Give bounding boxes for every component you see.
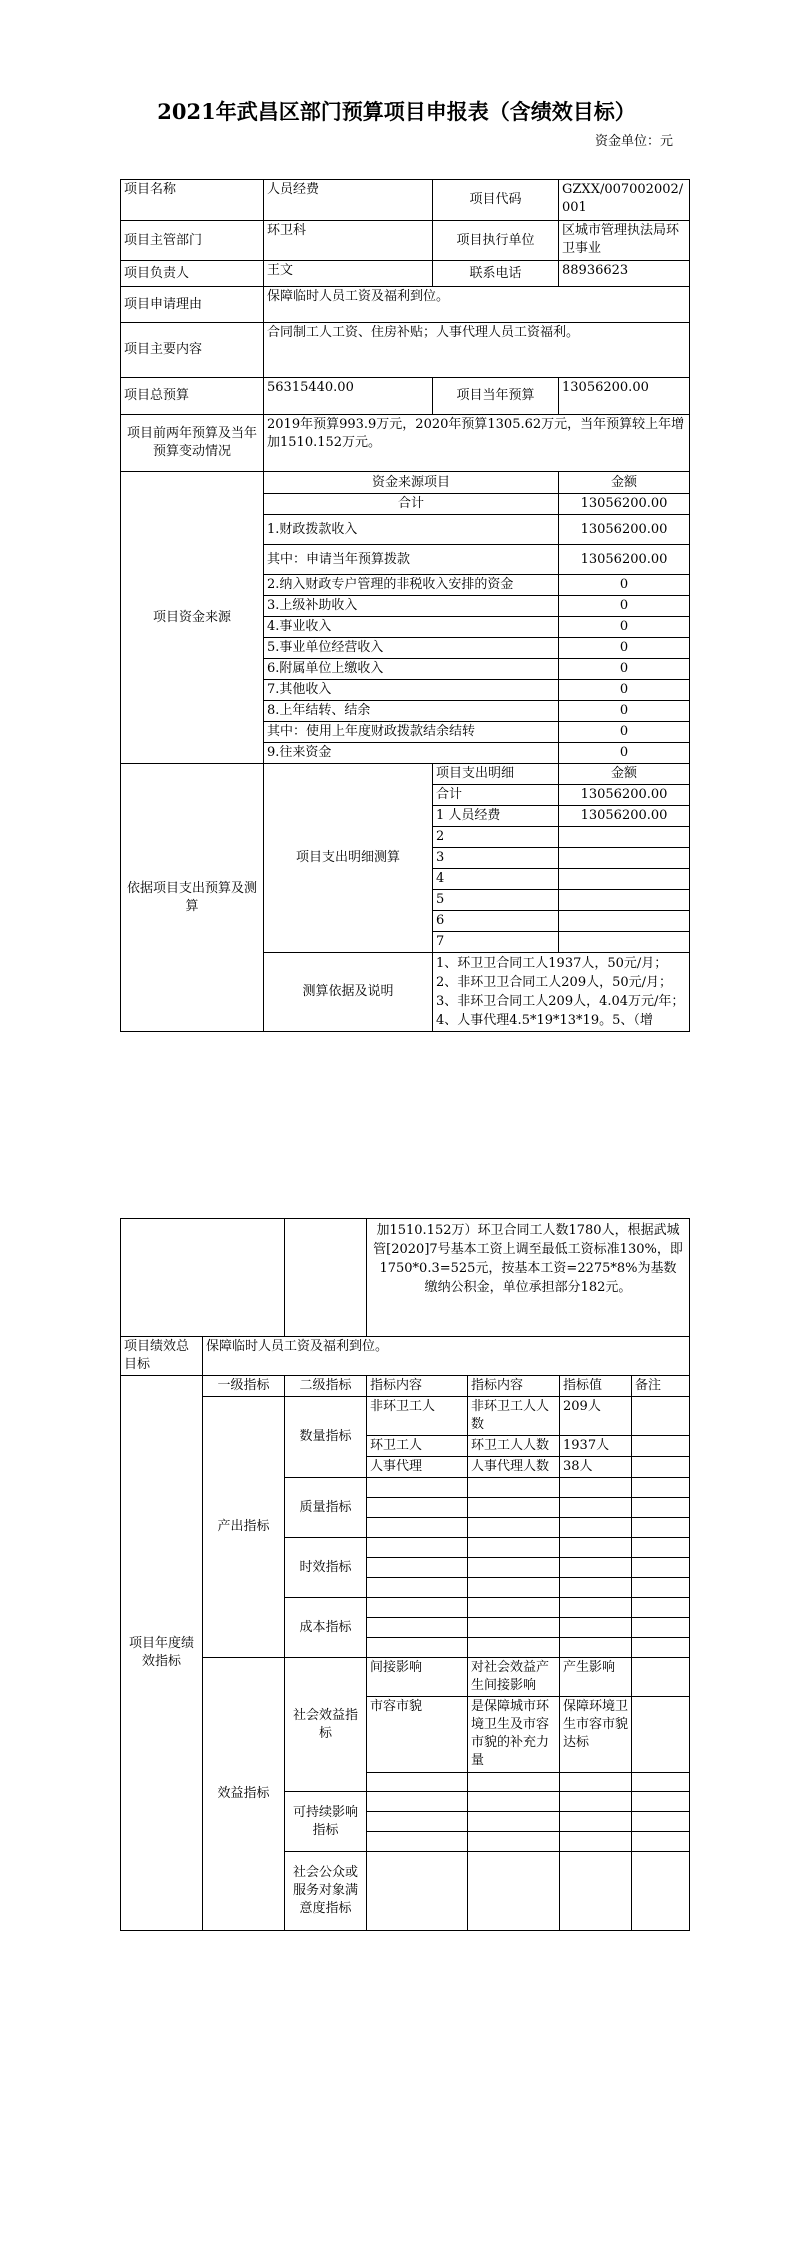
cell [632, 1558, 690, 1578]
cell [367, 1832, 468, 1852]
social-content: 对社会效益产生间接影响 [468, 1658, 560, 1697]
history-label: 项目前两年预算及当年预算变动情况 [121, 415, 264, 472]
funding-amount: 13056200.00 [559, 545, 690, 575]
expense-col-item: 项目支出明细 [433, 764, 559, 785]
quantity-note [632, 1397, 690, 1436]
social-note [632, 1697, 690, 1773]
basis-text: 1、环卫卫合同工人1937人，50元/月；2、非环卫卫合同工人209人，50元/月；3、非环卫合同工人209人，4.04万元/年；4、人事代理4.5*19*13*19。5、（增 [433, 953, 690, 1032]
cell [560, 1812, 632, 1832]
expense-amount: 13056200.00 [559, 806, 690, 827]
cell [468, 1852, 560, 1931]
cell [367, 1558, 468, 1578]
header-content2: 指标内容 [468, 1376, 560, 1397]
quantity-content: 人事代理 [367, 1457, 468, 1478]
cell [560, 1518, 632, 1538]
cell [560, 1478, 632, 1498]
quantity-value: 1937人 [560, 1436, 632, 1457]
basis-label: 测算依据及说明 [264, 953, 433, 1032]
social-label: 社会效益指标 [285, 1658, 367, 1792]
expense-amount [559, 911, 690, 932]
funding-col-amount: 金额 [559, 472, 690, 494]
cell [367, 1792, 468, 1812]
funding-amount: 0 [559, 701, 690, 722]
overall-label: 项目绩效总目标 [121, 1337, 203, 1376]
continued-blank-1 [121, 1219, 285, 1337]
quantity-note [632, 1457, 690, 1478]
sustain-label: 可持续影响指标 [285, 1792, 367, 1852]
cell [468, 1538, 560, 1558]
cell [560, 1558, 632, 1578]
cell [560, 1578, 632, 1598]
funding-item: 2.纳入财政专户管理的非税收入安排的资金 [264, 575, 559, 596]
quantity-content: 环卫工人 [367, 1436, 468, 1457]
phone-label: 联系电话 [433, 261, 559, 287]
cell [468, 1558, 560, 1578]
header-level2: 二级指标 [285, 1376, 367, 1397]
project-code: GZXX/007002002/001 [559, 180, 690, 221]
funding-amount: 0 [559, 638, 690, 659]
social-value: 保障环境卫生市容市貌达标 [560, 1697, 632, 1773]
annual-label: 项目年度绩效指标 [121, 1376, 203, 1931]
expense-amount [559, 827, 690, 848]
expense-amount [559, 890, 690, 911]
cell [632, 1578, 690, 1598]
output-label: 产出指标 [203, 1397, 285, 1658]
cell [367, 1638, 468, 1658]
quantity-content: 人事代理人数 [468, 1457, 560, 1478]
cell [632, 1498, 690, 1518]
overall-goal: 保障临时人员工资及福利到位。 [203, 1337, 690, 1376]
cell [632, 1852, 690, 1931]
cell [468, 1498, 560, 1518]
cell [468, 1518, 560, 1538]
project-code-label: 项目代码 [433, 180, 559, 221]
cell [560, 1638, 632, 1658]
expense-amount [559, 848, 690, 869]
content-label: 项目主要内容 [121, 323, 264, 378]
expense-amount [559, 869, 690, 890]
cell [367, 1578, 468, 1598]
header-content1: 指标内容 [367, 1376, 468, 1397]
cell [468, 1792, 560, 1812]
supervisor: 环卫科 [264, 221, 433, 261]
cell [560, 1773, 632, 1792]
cell [632, 1773, 690, 1792]
expense-item: 4 [433, 869, 559, 890]
funding-amount: 0 [559, 575, 690, 596]
cell [560, 1852, 632, 1931]
funding-item: 5.事业单位经营收入 [264, 638, 559, 659]
header-level1: 一级指标 [203, 1376, 285, 1397]
funding-section-label: 项目资金来源 [121, 472, 264, 764]
cell [632, 1812, 690, 1832]
application-table [120, 179, 690, 1032]
funding-item: 1.财政拨款收入 [264, 515, 559, 545]
cell [468, 1638, 560, 1658]
cell [468, 1478, 560, 1498]
performance-table [120, 1218, 690, 1931]
social-note [632, 1658, 690, 1697]
social-content: 间接影响 [367, 1658, 468, 1697]
effect-label: 效益指标 [203, 1658, 285, 1931]
funding-amount: 0 [559, 743, 690, 764]
cell [367, 1518, 468, 1538]
expense-section-label: 依据项目支出预算及测算 [121, 764, 264, 1032]
social-value: 产生影响 [560, 1658, 632, 1697]
funding-amount: 13056200.00 [559, 494, 690, 515]
timeliness-label: 时效指标 [285, 1538, 367, 1598]
cell [367, 1618, 468, 1638]
cell [468, 1618, 560, 1638]
quantity-content: 环卫工人人数 [468, 1436, 560, 1457]
cell [468, 1773, 560, 1792]
content: 合同制工人工资、住房补贴；人事代理人员工资福利。 [264, 323, 690, 378]
cell [560, 1618, 632, 1638]
cell [468, 1832, 560, 1852]
funding-item: 6.附属单位上缴收入 [264, 659, 559, 680]
expense-col-amount: 金额 [559, 764, 690, 785]
funding-amount: 0 [559, 722, 690, 743]
expense-amount [559, 932, 690, 953]
funding-item: 9.往来资金 [264, 743, 559, 764]
cell [632, 1518, 690, 1538]
header-note: 备注 [632, 1376, 690, 1397]
quantity-note [632, 1436, 690, 1457]
cell [468, 1812, 560, 1832]
exec-unit: 区城市管理执法局环卫事业 [559, 221, 690, 261]
total-label: 项目总预算 [121, 378, 264, 415]
cell [560, 1598, 632, 1618]
supervisor-label: 项目主管部门 [121, 221, 264, 261]
cell [367, 1773, 468, 1792]
cell [632, 1478, 690, 1498]
funding-item: 4.事业收入 [264, 617, 559, 638]
social-content: 市容市貌 [367, 1697, 468, 1773]
funding-amount: 13056200.00 [559, 515, 690, 545]
cell [367, 1478, 468, 1498]
cell [367, 1498, 468, 1518]
quantity-content: 非环卫工人 [367, 1397, 468, 1436]
funding-item: 其中：使用上年度财政拨款结余结转 [264, 722, 559, 743]
currency-unit: 资金单位：元 [594, 134, 673, 149]
expense-item: 2 [433, 827, 559, 848]
project-name-label: 项目名称 [121, 180, 264, 221]
quality-label: 质量指标 [285, 1478, 367, 1538]
cell [632, 1618, 690, 1638]
funding-item: 其中：申请当年预算拨款 [264, 545, 559, 575]
funding-amount: 0 [559, 617, 690, 638]
expense-item: 7 [433, 932, 559, 953]
expense-item: 6 [433, 911, 559, 932]
expense-item: 合计 [433, 785, 559, 806]
expense-detail-label: 项目支出明细测算 [264, 764, 433, 953]
total: 56315440.00 [264, 378, 433, 415]
quantity-value: 209人 [560, 1397, 632, 1436]
cell [468, 1598, 560, 1618]
cell [560, 1832, 632, 1852]
reason: 保障临时人员工资及福利到位。 [264, 287, 690, 323]
cell [632, 1538, 690, 1558]
cell [560, 1792, 632, 1812]
history: 2019年预算993.9万元，2020年预算1305.62万元，当年预算较上年增加1510.152万元。 [264, 415, 690, 472]
project-name: 人员经费 [264, 180, 433, 221]
expense-item: 5 [433, 890, 559, 911]
cell [632, 1832, 690, 1852]
satisfaction-label: 社会公众或服务对象满意度指标 [285, 1852, 367, 1931]
exec-unit-label: 项目执行单位 [433, 221, 559, 261]
funding-item: 8.上年结转、结余 [264, 701, 559, 722]
cost-label: 成本指标 [285, 1598, 367, 1658]
continued-blank-2 [285, 1219, 367, 1337]
funding-col-item: 资金来源项目 [264, 472, 559, 494]
cell [560, 1538, 632, 1558]
reason-label: 项目申请理由 [121, 287, 264, 323]
funding-amount: 0 [559, 680, 690, 701]
cell [367, 1538, 468, 1558]
cell [632, 1792, 690, 1812]
funding-amount: 0 [559, 659, 690, 680]
expense-item: 3 [433, 848, 559, 869]
basis-text-continued: 加1510.152万）环卫合同工人数1780人，根据武城管[2020]7号基本工资上调至最低工资标准130%，即1750*0.3=525元，按基本工资=2275*8%为基数缴纳公积金，单位承担部分182元。 [367, 1219, 690, 1337]
cell [367, 1598, 468, 1618]
funding-item: 合计 [264, 494, 559, 515]
cell [468, 1578, 560, 1598]
funding-item: 7.其他收入 [264, 680, 559, 701]
quantity-content: 非环卫工人人数 [468, 1397, 560, 1436]
cell [632, 1598, 690, 1618]
expense-item: 1 人员经费 [433, 806, 559, 827]
cell [632, 1638, 690, 1658]
funding-amount: 0 [559, 596, 690, 617]
page-title: 2021年武昌区部门预算项目申报表（含绩效目标） [157, 99, 636, 124]
cell [367, 1812, 468, 1832]
quantity-label: 数量指标 [285, 1397, 367, 1478]
leader-label: 项目负责人 [121, 261, 264, 287]
current: 13056200.00 [559, 378, 690, 415]
leader: 王文 [264, 261, 433, 287]
cell [560, 1498, 632, 1518]
phone: 88936623 [559, 261, 690, 287]
quantity-value: 38人 [560, 1457, 632, 1478]
social-content: 是保障城市环境卫生及市容市貌的补充力量 [468, 1697, 560, 1773]
cell [367, 1852, 468, 1931]
expense-amount: 13056200.00 [559, 785, 690, 806]
current-label: 项目当年预算 [433, 378, 559, 415]
header-value: 指标值 [560, 1376, 632, 1397]
funding-item: 3.上级补助收入 [264, 596, 559, 617]
